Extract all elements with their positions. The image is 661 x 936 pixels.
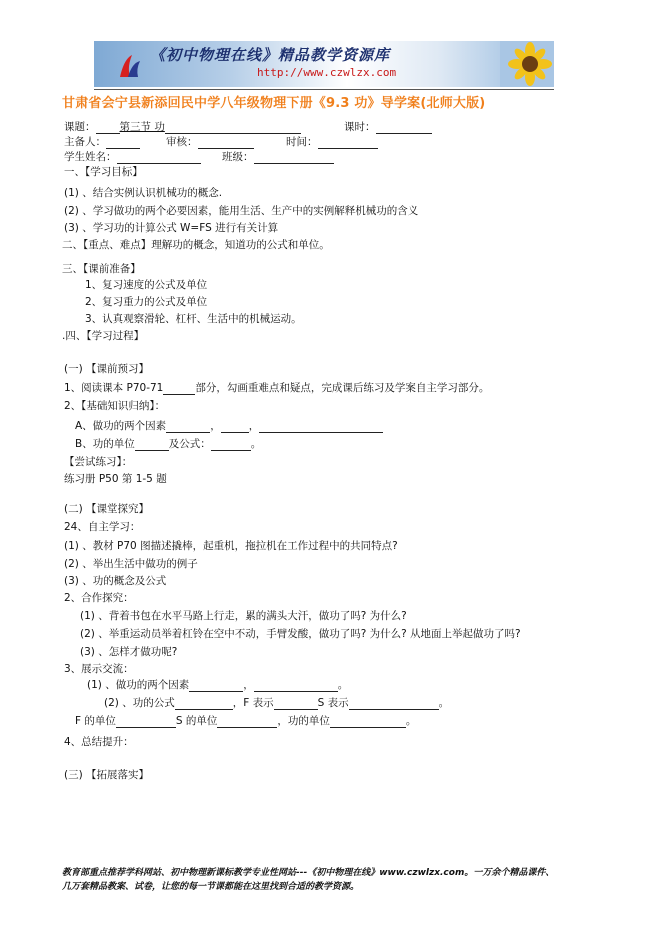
student-row — [64, 150, 201, 164]
basics-b — [75, 437, 261, 451]
key-points: 二、【重点、难点】理解功的概念，知道功的公式和单位。 — [62, 239, 330, 251]
class-label: 班级： — [222, 151, 254, 163]
show-2-f: ，F 表示 — [232, 697, 274, 709]
summary-heading: 4、总结提升： — [64, 736, 134, 748]
writer-row — [64, 135, 140, 149]
pre-study-heading: (一) 【课前预习】 — [64, 363, 150, 375]
topic-blank-b[interactable] — [165, 121, 301, 134]
coop-2: (2) 、举重运动员举着杠铃在空中不动，手臂发酸，做功了吗? 为什么? 从地面上举起做功了吗? — [80, 628, 521, 640]
show-2-f-blank[interactable] — [274, 697, 318, 710]
try-text: 练习册 P50 第 1-5 题 — [64, 473, 167, 485]
time-label: 时间： — [286, 136, 318, 148]
show-2-s: S 表示 — [317, 697, 349, 709]
period: 。 — [250, 438, 262, 450]
basics-a-blank-3[interactable] — [259, 420, 383, 433]
hours-blank[interactable] — [376, 121, 432, 134]
unit-s-label: S 的单位 — [175, 715, 218, 727]
reviewer-row — [166, 135, 254, 149]
coop-heading: 2、合作探究： — [64, 592, 134, 604]
comma: ， — [248, 420, 260, 432]
show-1-blank-2[interactable] — [254, 679, 338, 692]
goal-2: (2) 、学习做功的两个必要因素，能用生活、生产中的实例解释机械功的含义 — [64, 205, 419, 217]
reviewer-label: 审核： — [166, 136, 198, 148]
topic-value: 第三节 功 — [119, 121, 165, 133]
comma: ， — [210, 420, 221, 432]
read-task-prefix: 1、阅读课本 P70-71 — [64, 382, 164, 394]
site-logo-icon — [118, 53, 142, 79]
comma: ， — [243, 679, 254, 691]
read-blank[interactable] — [163, 382, 195, 395]
banner-url[interactable]: http://www.czwlzx.com — [257, 66, 397, 79]
read-task — [64, 381, 489, 395]
writer-blank[interactable] — [106, 136, 140, 149]
topic-blank-a[interactable] — [96, 121, 120, 134]
topic-label: 课题： — [64, 121, 96, 133]
show-2-s-blank[interactable] — [349, 697, 439, 710]
topic-row — [64, 120, 301, 134]
self-study-heading: 24、自主学习： — [64, 521, 141, 533]
coop-3: (3) 、怎样才做功呢? — [80, 646, 178, 658]
banner-divider — [94, 89, 554, 90]
goal-1: (1) 、结合实例认识机械功的概念. — [64, 187, 223, 199]
goals-heading: 一、【学习目标】 — [64, 166, 143, 178]
writer-label: 主备人： — [64, 136, 106, 148]
unit-s-blank[interactable] — [217, 715, 277, 728]
time-blank[interactable] — [318, 136, 378, 149]
basics-b-formula-blank[interactable] — [211, 438, 251, 451]
period: 。 — [337, 679, 349, 691]
show-1-blank-1[interactable] — [189, 679, 243, 692]
reviewer-blank[interactable] — [198, 136, 254, 149]
prep-heading: 三、【课前准备】 — [62, 263, 141, 275]
document-title: 甘肃省会宁县新添回民中学八年级物理下册《9.3 功》导学案(北师大版) — [62, 96, 486, 111]
basics-a-text: A、做功的两个因素 — [75, 420, 167, 432]
basics-a-blank-2[interactable] — [221, 420, 249, 433]
units-row — [75, 714, 416, 728]
show-1 — [87, 678, 348, 692]
banner-title: 《初中物理在线》精品教学资源库 — [150, 46, 391, 64]
self-study-2: (2) 、举出生活中做功的例子 — [64, 558, 198, 570]
explore-heading: (二) 【课堂探究】 — [64, 503, 150, 515]
self-study-3: (3) 、功的概念及公式 — [64, 575, 167, 587]
process-heading: .四、【学习过程】 — [62, 330, 145, 342]
show-2-formula-blank[interactable] — [175, 697, 233, 710]
footer-line-2: 几万套精品教案、试卷，让您的每一节课都能在这里找到合适的教学资源。 — [62, 882, 360, 892]
basics-b-unit: B、功的单位 — [75, 438, 135, 450]
read-task-suffix: 部分，勾画重难点和疑点，完成课后练习及学案自主学习部分。 — [195, 382, 490, 394]
unit-f-blank[interactable] — [116, 715, 176, 728]
show-2 — [104, 696, 449, 710]
try-heading: 【尝试练习】： — [64, 456, 133, 468]
period: 。 — [405, 715, 417, 727]
footer-line-1: 教育部重点推荐学科网站、初中物理新课标教学专业性网站---《初中物理在线》www.czwlzx.com。一万余个精品课件、 — [62, 868, 555, 878]
goal-3: (3) 、学习功的计算公式 W=FS 进行有关计算 — [64, 222, 279, 234]
prep-item-2: 2、复习重力的公式及单位 — [85, 296, 208, 308]
period: 。 — [438, 697, 450, 709]
unit-f-label: F 的单位 — [75, 715, 116, 727]
student-label: 学生姓名： — [64, 151, 117, 163]
show-2-formula: (2) 、功的公式 — [104, 697, 175, 709]
sunflower-icon — [500, 41, 554, 87]
unit-w-label: ，功的单位 — [277, 715, 330, 727]
show-1-text: (1) 、做功的两个因素 — [87, 679, 190, 691]
coop-1: (1) 、背着书包在水平马路上行走，累的满头大汗，做功了吗? 为什么? — [80, 610, 407, 622]
prep-item-3: 3、认真观察滑轮、杠杆、生活中的机械运动。 — [85, 313, 302, 325]
basics-a-blank-1[interactable] — [166, 420, 210, 433]
basics-a — [75, 419, 383, 433]
class-row — [222, 150, 334, 164]
student-blank[interactable] — [117, 151, 201, 164]
class-blank[interactable] — [254, 151, 334, 164]
prep-item-1: 1、复习速度的公式及单位 — [85, 279, 208, 291]
hours-label: 课时： — [344, 121, 376, 133]
hours-row — [344, 120, 432, 134]
self-study-1: (1) 、教材 P70 图描述撬棒，起重机，拖拉机在工作过程中的共同特点? — [64, 540, 398, 552]
basics-b-unit-blank[interactable] — [135, 438, 169, 451]
time-row — [286, 135, 378, 149]
basics-b-formula: 及公式： — [168, 438, 211, 450]
extend-heading: (三) 【拓展落实】 — [64, 769, 150, 781]
show-heading: 3、展示交流： — [64, 663, 134, 675]
unit-w-blank[interactable] — [330, 715, 406, 728]
basics-heading: 2、【基础知识归纳】： — [64, 400, 166, 412]
